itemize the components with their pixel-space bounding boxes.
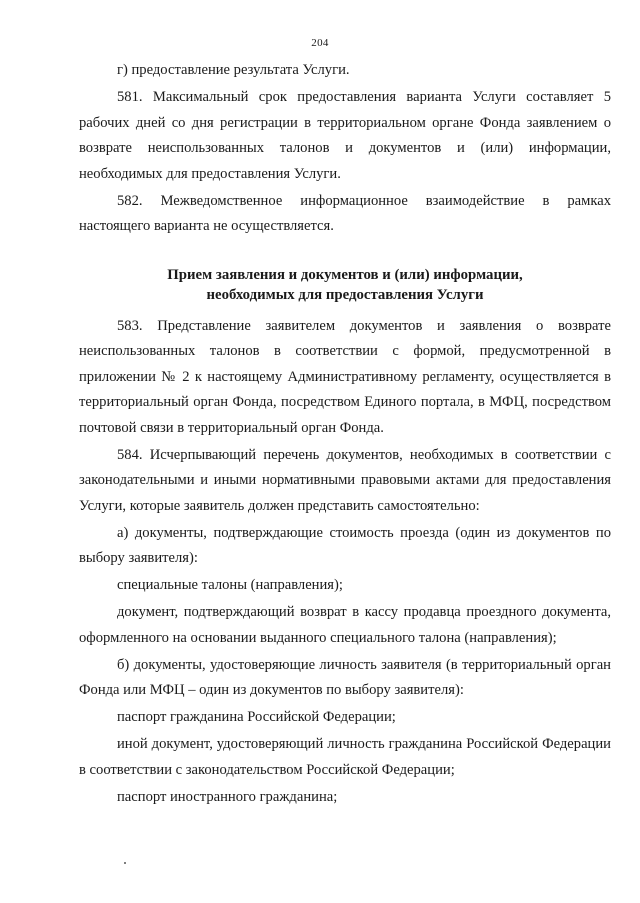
page-number: 204	[311, 37, 329, 49]
paragraph-other-id: иной документ, удостоверяющий личность гражданина Российской Федерации в соответствии с законодательством Российской Федерации;	[79, 736, 611, 778]
paragraph-foreign-passport: паспорт иностранного гражданина;	[117, 788, 338, 805]
paragraph-581: 581. Максимальный срок предоставления варианта Услуги составляет 5 рабочих дней со дня регистрации в территориальном органе Фонда заявлением о возврате неиспользованных талонов и документов и (или) информации, необходимых для предоставления Услуги.	[79, 89, 611, 182]
paragraph-583: 583. Представление заявителем документов и заявления о возврате неиспользованных талонов в соответствии с формой, предусмотренной в приложении № 2 к настоящему Административному регламенту, осуществляется в территориальный орган Фонда, посредством Единого портала, в МФЦ, посредством почтовой связи в территориальный орган Фонда.	[79, 317, 611, 436]
paragraph-584: 584. Исчерпывающий перечень документов, необходимых в соответствии с законодательными и иными нормативными правовыми актами для предоставления Услуги, которые заявитель должен представить самостоятельно:	[79, 446, 611, 514]
paragraph-item-g: г) предоставление результата Услуги.	[117, 62, 350, 78]
paragraph-special-tickets: специальные талоны (направления);	[117, 577, 343, 593]
section-heading	[79, 265, 611, 305]
section-heading-line-2: необходимых для предоставления Услуги	[206, 286, 484, 303]
paragraph-item-b: б) документы, удостоверяющие личность заявителя (в территориальный орган Фонда или МФЦ – один из документов по выбору заявителя):	[79, 656, 611, 698]
document-body	[79, 58, 611, 812]
paragraph-item-a: а) документы, подтверждающие стоимость проезда (один из документов по выбору заявителя):	[79, 524, 611, 566]
paragraph-rf-passport: паспорт гражданина Российской Федерации;	[117, 709, 396, 725]
paragraph-582: 582. Межведомственное информационное взаимодействие в рамках настоящего варианта не осуществляется.	[79, 192, 611, 234]
scan-speck	[124, 862, 126, 864]
section-heading-line-1: Прием заявления и документов и (или) информации,	[167, 266, 523, 283]
paragraph-return-document: документ, подтверждающий возврат в кассу продавца проездного документа, оформленного на основании выданного специального талона (направления);	[79, 604, 611, 646]
